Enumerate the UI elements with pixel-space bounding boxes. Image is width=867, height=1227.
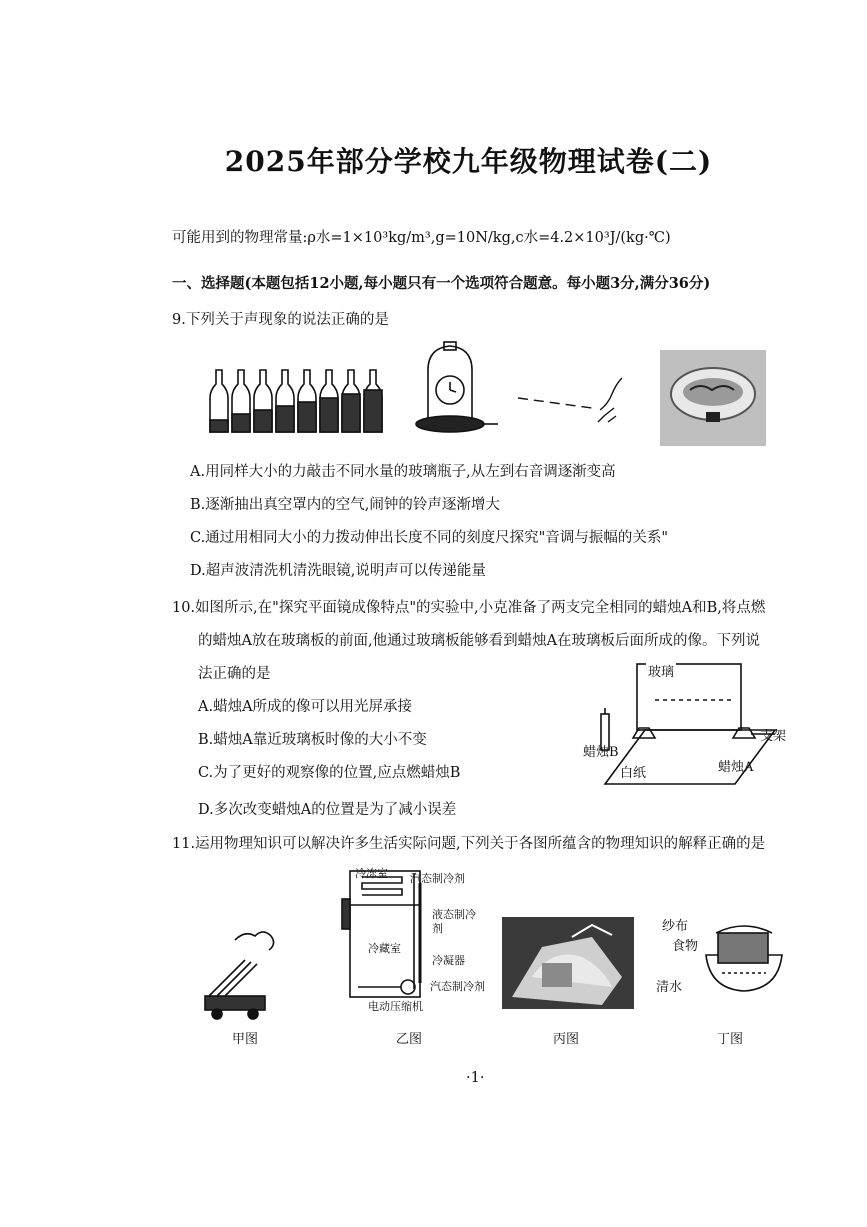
page-title: 2025年部分学校九年级物理试卷(二) <box>224 145 713 178</box>
glass-label: 玻璃 <box>646 661 676 680</box>
question-9-option-b: B.逐渐抽出真空罩内的空气,闹钟的铃声逐渐增大 <box>190 497 500 513</box>
bell-jar-figure <box>416 342 498 432</box>
question-10-option-b: B.蜡烛A靠近玻璃板时像的大小不变 <box>198 732 427 748</box>
constants-line: 可能用到的物理常量:ρ水=1×10³kg/m³,g=10N/kg,c水=4.2×10³J/(kg·℃) <box>172 230 671 246</box>
fog-photo-figure <box>502 917 634 1009</box>
candle-a-label: 蜡烛A <box>718 760 754 775</box>
rocket-truck-figure <box>195 910 285 1020</box>
question-9-stem: 9.下列关于声现象的说法正确的是 <box>172 312 389 328</box>
caption-ding: 丁图 <box>717 1032 744 1047</box>
caption-bing: 丙图 <box>553 1032 580 1047</box>
vapor-refrigerant-top-label: 汽态制冷剂 <box>410 872 465 885</box>
water-label: 清水 <box>656 980 683 995</box>
question-10-option-d: D.多次改变蜡烛A的位置是为了减小误差 <box>198 802 457 818</box>
support-label: 支架 <box>760 729 787 744</box>
cold-room-label: 冷藏室 <box>368 942 401 955</box>
question-10-stem-line-3: 法正确的是 <box>198 666 271 682</box>
question-10-stem-line-1: 10.如图所示,在"探究平面镜成像特点"的实验中,小克准备了两支完全相同的蜡烛A和B,将点燃 <box>172 600 766 616</box>
question-9-figures <box>200 340 780 450</box>
mirror-experiment-figure <box>585 660 785 790</box>
question-10-stem-line-2: 的蜡烛A放在玻璃板的前面,他通过玻璃板能够看到蜡烛A在玻璃板后面所成的像。下列说 <box>198 633 761 649</box>
bottles-figure <box>210 370 382 432</box>
food-label: 食物 <box>672 939 699 954</box>
caption-jia: 甲图 <box>232 1032 259 1047</box>
question-11-stem: 11.运用物理知识可以解决许多生活实际问题,下列关于各图所蕴含的物理知识的解释正确的是 <box>172 836 766 852</box>
gauze-label: 纱布 <box>662 919 689 934</box>
paper-label: 白纸 <box>620 766 647 781</box>
vapor-refrigerant-bottom-label: 汽态制冷剂 <box>430 980 485 993</box>
question-10-option-a: A.蜡烛A所成的像可以用光屏承接 <box>198 699 413 715</box>
liquid-refrigerant-label: 液态制冷剂 <box>432 908 476 935</box>
question-9-option-c: C.通过用相同大小的力拨动伸出长度不同的刻度尺探究"音调与振幅的关系" <box>190 530 669 546</box>
condenser-label: 冷凝器 <box>432 954 465 967</box>
candle-b-label: 蜡烛B <box>583 745 619 760</box>
section-heading: 一、选择题(本题包括12小题,每小题只有一个选项符合题意。每小题3分,满分36分) <box>172 275 711 292</box>
compressor-label: 电动压缩机 <box>368 1000 423 1013</box>
basin-figure <box>698 915 788 1005</box>
question-9-option-a: A.用同样大小的力敲击不同水量的玻璃瓶子,从左到右音调逐渐变高 <box>190 464 616 480</box>
freezer-label: 冷冻室 <box>355 867 388 880</box>
ultrasonic-cleaner-photo <box>660 350 766 446</box>
ruler-figure <box>518 378 622 422</box>
question-10-option-c: C.为了更好的观察像的位置,应点燃蜡烛B <box>198 765 461 781</box>
page-number: ·1· <box>466 1070 485 1086</box>
caption-yi: 乙图 <box>396 1032 423 1047</box>
question-9-option-d: D.超声波清洗机清洗眼镜,说明声可以传递能量 <box>190 563 486 579</box>
